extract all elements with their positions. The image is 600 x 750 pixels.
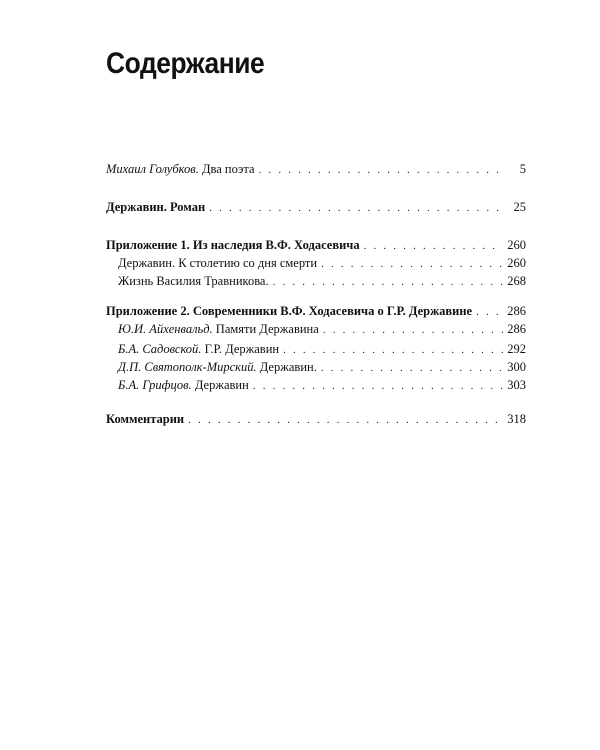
toc-entry-title: Два поэта bbox=[198, 162, 255, 176]
toc-entry-appendix-1[interactable] bbox=[106, 236, 526, 254]
toc-entry-title: Державин bbox=[191, 378, 249, 392]
toc-entry-page: 292 bbox=[507, 342, 526, 356]
toc-entry-author: Б.А. Грифцов. bbox=[118, 378, 192, 392]
toc-entry-travnikov[interactable] bbox=[118, 272, 526, 290]
toc-entry-title: Державин. bbox=[256, 360, 317, 374]
toc-entry-centenary[interactable] bbox=[118, 254, 526, 272]
toc-entry-author: Б.А. Садовской. bbox=[118, 342, 202, 356]
toc-entry-page: 5 bbox=[519, 162, 526, 176]
toc-entry-page: 260 bbox=[507, 238, 526, 252]
toc-entry-aikhenvald[interactable] bbox=[118, 320, 526, 338]
toc-entry-sadovskoy[interactable] bbox=[118, 340, 526, 358]
dot-leader bbox=[209, 199, 504, 217]
dot-leader bbox=[273, 273, 504, 291]
dot-leader bbox=[323, 321, 503, 339]
dot-leader bbox=[259, 161, 504, 179]
toc-entry-griftsov[interactable] bbox=[118, 376, 526, 394]
toc-entry-title: Приложение 2. Современники В.Ф. Ходасевича о Г.Р. Державине bbox=[106, 304, 473, 318]
page-title: Содержание bbox=[106, 47, 265, 80]
toc-entry-page: 318 bbox=[507, 412, 526, 426]
toc-entry-title: Приложение 1. Из наследия В.Ф. Ходасевича bbox=[106, 238, 360, 252]
toc-entry-page: 260 bbox=[507, 256, 526, 270]
toc-entry-label bbox=[118, 358, 317, 376]
toc-entry-page: 268 bbox=[507, 274, 526, 288]
toc-entry-author: Ю.И. Айхенвальд. bbox=[118, 322, 213, 336]
toc-entry-title: Державин. К столетию со дня смерти bbox=[118, 256, 318, 270]
dot-leader bbox=[321, 255, 503, 273]
dot-leader bbox=[283, 341, 503, 359]
toc-entry-title: Жизнь Василия Травникова. bbox=[118, 274, 269, 288]
toc-entry-svyatopolk-mirsky[interactable] bbox=[118, 358, 526, 376]
toc-entry-page: 286 bbox=[507, 304, 526, 318]
dot-leader bbox=[188, 411, 503, 429]
toc-entry-comments[interactable] bbox=[106, 410, 526, 428]
toc-entry-title: Г.Р. Державин bbox=[201, 342, 280, 356]
dot-leader bbox=[253, 377, 503, 395]
toc-entry-golubkov[interactable] bbox=[106, 160, 526, 178]
dot-leader bbox=[364, 237, 504, 255]
toc-entry-author: Д.П. Святополк-Мирский. bbox=[118, 360, 257, 374]
toc-entry-page: 303 bbox=[507, 378, 526, 392]
toc-entry-label bbox=[118, 340, 279, 358]
toc-entry-derzhavin-roman[interactable] bbox=[106, 198, 526, 216]
toc-entry-title: Державин. Роман bbox=[106, 200, 206, 214]
toc-entry-title: Памяти Державина bbox=[212, 322, 319, 336]
toc-entry-title: Комментарии bbox=[106, 412, 185, 426]
dot-leader bbox=[321, 359, 503, 377]
toc-entry-author: Михаил Голубков. bbox=[106, 162, 199, 176]
dot-leader bbox=[476, 303, 503, 321]
toc-entry-label bbox=[118, 320, 319, 338]
toc-entry-appendix-2[interactable] bbox=[106, 302, 526, 320]
toc-entry-label bbox=[118, 376, 249, 394]
toc-entry-page: 300 bbox=[507, 360, 526, 374]
toc-entry-page: 25 bbox=[513, 200, 526, 214]
toc-entry-label bbox=[106, 160, 255, 178]
toc-entry-page: 286 bbox=[507, 322, 526, 336]
